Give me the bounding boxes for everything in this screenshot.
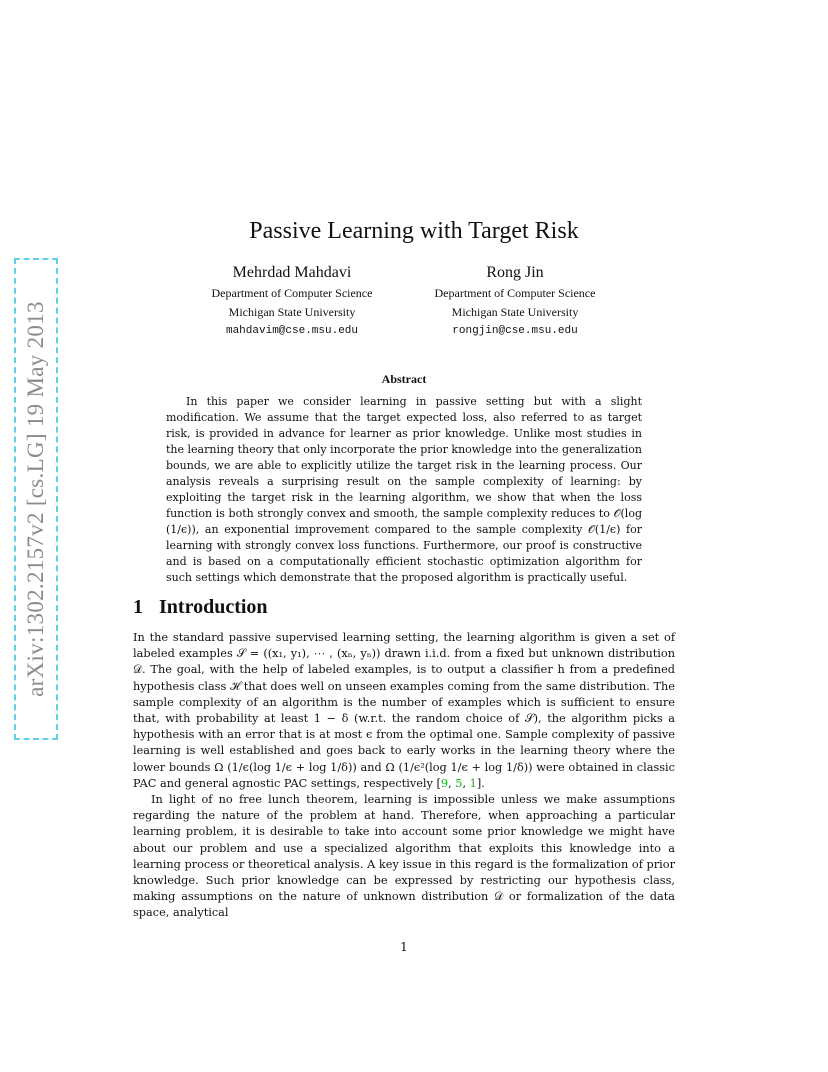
citation-link[interactable]: 9 [440, 776, 449, 790]
author-university: Michigan State University [451, 305, 579, 319]
arxiv-identifier [14, 258, 58, 740]
author-name: Rong Jin [486, 264, 544, 281]
author-email: rongjin@cse.msu.edu [452, 325, 578, 337]
abstract-heading: Abstract [381, 372, 427, 386]
arxiv-identifier-text: arXiv:1302.2157v2 [cs.LG] 19 May 2013 [23, 301, 48, 697]
author-block-2 [385, 262, 645, 341]
paper-title: Passive Learning with Target Risk [249, 218, 579, 244]
introduction-body [133, 630, 675, 922]
author-university: Michigan State University [228, 305, 356, 319]
section-title: Introduction [159, 596, 268, 618]
paragraph-text: In the standard passive supervised learning setting, the learning algorithm is given a set of labeled examples 𝒮 = ((x₁, y₁), ⋯ , (xₙ, yₙ)) drawn i.i.d. from a fixed but unknown distribution 𝒟. The goal, with the help of labeled examples, is to output a classifier h from a predefined hypothesis class ℋ that does well on unseen examples coming from the same distribution. The sample complexity of an algorithm is the number of examples which is sufficient to ensure that, with probability at least 1 − δ (w.r.t. the random choice of 𝒮), the algorithm picks a hypothesis with an error that is at most ϵ from the optimal one. Sample complexity of passive learning is well established and goes back to early works in the learning theory where the lower bounds Ω (1/ϵ(log 1/ϵ + log 1/δ)) and Ω (1/ϵ²(log 1/ϵ + log 1/δ)) were obtained in classic PAC and general agnostic PAC settings, respectively [133, 631, 675, 790]
paragraph-end: . [481, 776, 485, 790]
author-email: mahdavim@cse.msu.edu [225, 325, 359, 337]
author-name: Mehrdad Mahdavi [232, 264, 352, 281]
citation-link[interactable]: 1 [469, 776, 477, 790]
section-heading [133, 596, 268, 619]
section-number: 1 [133, 596, 143, 618]
author-department: Department of Computer Science [434, 286, 596, 300]
author-block-1 [162, 262, 422, 341]
citation-link[interactable]: 5 [455, 776, 463, 790]
paragraph: In the standard passive supervised learning setting, the learning algorithm is given a set of labeled examples 𝒮 = ((x₁, y₁), ⋯ , (xₙ, yₙ)) drawn i.i.d. from a fixed but unknown distribution 𝒟. The goal, with the help of labeled examples, is to output a classifier h from a predefined hypothesis class ℋ that does well on unseen examples coming from the same distribution. The sample complexity of an algorithm is the number of examples which is sufficient to ensure that, with probability at least 1 − δ (w.r.t. the random choice of 𝒮), the algorithm picks a hypothesis with an error that is at most ϵ from the optimal one. Sample complexity of passive learning is well established and goes back to early works in the learning theory where the lower bounds Ω (1/ϵ(log 1/ϵ + log 1/δ)) and Ω (1/ϵ²(log 1/ϵ + log 1/δ)) were obtained in classic PAC and general agnostic PAC settings, respectively [9, 5, 1]. [133, 631, 675, 790]
page-number: 1 [400, 940, 408, 954]
paragraph: In light of no free lunch theorem, learning is impossible unless we make assumptions regarding the nature of the problem at hand. Therefore, when approaching a particular learning problem, it is desirable to take into account some prior knowledge we might have about our problem and use a specialized algorithm that exploits this knowledge into a learning process or theoretical analysis. A key issue in this regard is the formalization of prior knowledge. Such prior knowledge can be expressed by restricting our hypothesis class, making assumptions on the nature of unknown distribution 𝒟 or formalization of the data space, analytical [133, 793, 675, 920]
author-department: Department of Computer Science [211, 286, 373, 300]
abstract-text: In this paper we consider learning in passive setting but with a slight modification. We assume that the target expected loss, also referred to as target risk, is provided in advance for learner as prior knowledge. Unlike most studies in the learning theory that only incorporate the prior knowledge into the generalization bounds, we are able to explicitly utilize the target risk in the learning process. Our analysis reveals a surprising result on the sample complexity of learning: by exploiting the target risk in the learning algorithm, we show that when the loss function is both strongly convex and smooth, the sample complexity reduces to 𝒪(log (1/ϵ)), an exponential improvement compared to the sample complexity 𝒪(1/ϵ) for learning with strongly convex loss functions. Furthermore, our proof is constructive and is based on a computationally efficient stochastic optimization algorithm for such settings which demonstrate that the proposed algorithm is practically useful. [166, 395, 642, 584]
